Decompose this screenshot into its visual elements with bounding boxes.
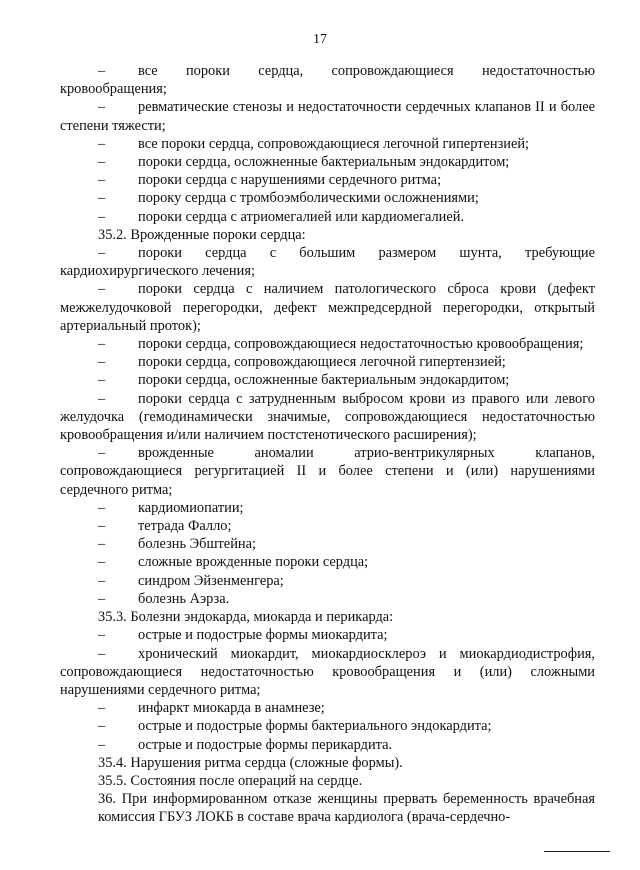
dash-marker: – <box>98 190 106 207</box>
dash-marker: – <box>98 736 106 753</box>
dash-marker: – <box>98 63 106 79</box>
list-item <box>60 572 595 590</box>
paragraph-text: врожденные аномалии атрио-вентрикулярных клапанов, сопровождающиеся регургитацией II и более степени и (или) нарушениями сердечного ритма; <box>60 445 595 498</box>
list-item <box>60 390 595 445</box>
list-item <box>60 699 595 717</box>
paragraph-text: острые и подострые формы миокардита; <box>138 627 388 644</box>
dash-marker: – <box>98 172 106 189</box>
paragraph-text: болезнь Аэрза. <box>138 590 230 607</box>
dash-marker: – <box>98 372 106 389</box>
paragraph-text: ревматические стенозы и недостаточности сердечных клапанов II и более степени тяжести; <box>60 99 595 134</box>
paragraph-text: кардиомиопатии; <box>138 499 244 516</box>
section-heading <box>60 790 595 826</box>
list-item <box>60 626 595 644</box>
paragraph-text: все пороки сердца, сопровождающиеся недостаточностью кровообращения; <box>60 63 595 98</box>
list-item <box>60 153 595 171</box>
paragraph-text: пороки сердца с затрудненным выбросом крови из правого или левого желудочка (гемодинамически значимые, сопровождающиеся недостаточностью кровообращения и/или наличием постстенотического расширения); <box>60 390 595 444</box>
dash-marker: – <box>98 645 106 662</box>
dash-marker: – <box>98 135 106 152</box>
dash-marker: – <box>98 718 106 735</box>
list-item <box>60 208 595 226</box>
paragraph-text: хронический миокардит, миокардиосклероэ и миокардиодистрофия, сопровождающиеся недостаточностью кровообращения и (или) сложными нарушениями сердечного ритма; <box>60 645 595 698</box>
paragraph-text: пороки сердца с нарушениями сердечного ритма; <box>138 172 442 189</box>
dash-marker: – <box>98 627 106 644</box>
section-heading <box>60 772 595 790</box>
paragraph-text: тетрада Фалло; <box>138 518 232 535</box>
list-item <box>60 499 595 517</box>
list-item <box>60 244 595 280</box>
paragraph-text: 35.3. Болезни эндокарда, миокарда и перикарда: <box>98 609 394 626</box>
paragraph-text: пороки сердца, сопровождающиеся легочной гипертензией; <box>138 354 506 371</box>
dash-marker: – <box>98 336 106 353</box>
paragraph-text: пороки сердца, сопровождающиеся недостаточностью кровообращения; <box>138 336 584 353</box>
paragraph-text: сложные врожденные пороки сердца; <box>138 554 369 571</box>
dash-marker: – <box>98 208 106 225</box>
section-heading <box>60 608 595 626</box>
paragraph-text: пороку сердца с тромбоэмболическими осложнениями; <box>138 190 479 207</box>
dash-marker: – <box>98 99 106 116</box>
dash-marker: – <box>98 281 106 298</box>
paragraph-text: пороки сердца, осложненные бактериальным эндокардитом; <box>138 154 510 171</box>
paragraph-text: острые и подострые формы перикардита. <box>138 736 393 753</box>
paragraph-text: 35.2. Врожденные пороки сердца: <box>98 226 306 243</box>
list-item <box>60 171 595 189</box>
dash-marker: – <box>98 154 106 171</box>
paragraph-text: пороки сердца с наличием патологического сброса крови (дефект межжелудочковой перегородки, дефект межпредсердной перегородки, открытый артериальный проток); <box>60 281 595 334</box>
page-number: 17 <box>313 32 327 47</box>
list-item <box>60 353 595 371</box>
list-item <box>60 553 595 571</box>
paragraph-text: пороки сердца, осложненные бактериальным эндокардитом; <box>138 372 510 389</box>
list-item <box>60 736 595 754</box>
paragraph-text: инфаркт миокарда в анамнезе; <box>138 700 325 717</box>
section-heading <box>60 754 595 772</box>
dash-marker: – <box>98 518 106 535</box>
list-item <box>60 280 595 335</box>
list-item <box>60 535 595 553</box>
list-item <box>60 62 595 98</box>
paragraph-text: 36. При информированном отказе женщины прервать беременность врачебная комиссия ГБУЗ ЛОКБ в составе врача кардиолога (врача-сердечно- <box>98 791 595 826</box>
dash-marker: – <box>98 590 106 607</box>
dash-marker: – <box>98 700 106 717</box>
dash-marker: – <box>98 390 106 407</box>
paragraph-text: пороки сердца с атриомегалией или кардиомегалией. <box>138 208 465 225</box>
list-item <box>60 717 595 735</box>
list-item <box>60 371 595 389</box>
document-body <box>60 62 595 827</box>
section-heading <box>60 226 595 244</box>
paragraph-text: пороки сердца с большим размером шунта, требующие кардиохирургического лечения; <box>60 245 595 280</box>
paragraph-text: синдром Эйзенменгера; <box>138 572 284 589</box>
paragraph-text: болезнь Эбштейна; <box>138 536 256 553</box>
dash-marker: – <box>98 445 106 462</box>
paragraph-text: все пороки сердца, сопровождающиеся легочной гипертензией; <box>138 135 530 152</box>
paragraph-text: 35.5. Состояния после операций на сердце. <box>98 772 363 789</box>
dash-marker: – <box>98 554 106 571</box>
list-item <box>60 590 595 608</box>
paragraph-text: острые и подострые формы бактериального эндокардита; <box>138 718 492 735</box>
list-item <box>60 189 595 207</box>
dash-marker: – <box>98 572 106 589</box>
dash-marker: – <box>98 245 106 262</box>
list-item <box>60 444 595 499</box>
list-item <box>60 135 595 153</box>
dash-marker: – <box>98 499 106 516</box>
list-item <box>60 98 595 134</box>
paragraph-text: 35.4. Нарушения ритма сердца (сложные формы). <box>98 754 403 771</box>
list-item <box>60 517 595 535</box>
list-item <box>60 335 595 353</box>
list-item <box>60 645 595 700</box>
dash-marker: – <box>98 354 106 371</box>
dash-marker: – <box>98 536 106 553</box>
footer-rule <box>544 851 610 852</box>
